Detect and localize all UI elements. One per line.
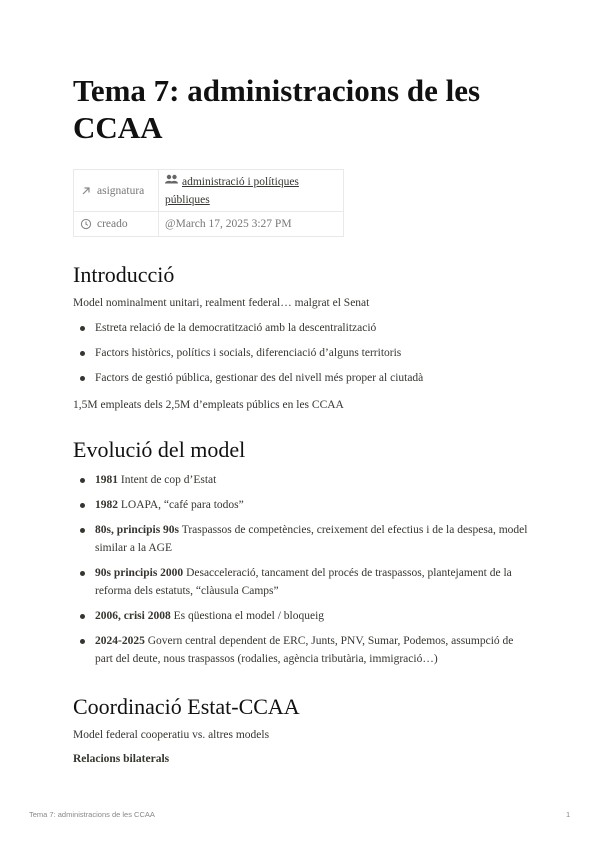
intro-tail: 1,5M empleats dels 2,5M d’empleats públics en les CCAA [73,399,344,411]
heading-introduccio: Introducció [73,262,175,287]
property-row-created [74,212,344,237]
list-item: Estreta relació de la democratització amb la descentralització [73,319,528,337]
bullet-dot [80,503,85,508]
heading-coordinacio: Coordinació Estat-CCAA [73,694,300,719]
bullet-dot [80,639,85,644]
footer-doc-title: Tema 7: administracions de les CCAA [29,810,155,819]
bullet-dot [80,528,85,533]
bullet-dot [80,571,85,576]
page-title: Tema 7: administracions de les CCAA [73,73,481,145]
list-item: 2006, crisi 2008 Es qüestiona el model / bloqueig [73,607,528,625]
list-item: Factors de gestió pública, gestionar des del nivell més proper al ciutadà [73,369,528,387]
bullet-dot [80,351,85,356]
list-item: 80s, principis 90s Traspassos de competències, creixement del efectius i de la despesa, model similar a la AGE [73,521,528,557]
bullet-dot [80,614,85,619]
bullet-dot [80,326,85,331]
intro-bullet-list [73,319,528,387]
list-item: 1982 LOAPA, “café para todos” [73,496,528,514]
bullet-dot [80,478,85,483]
list-item: Factors històrics, polítics i socials, diferenciació d’alguns territoris [73,344,528,362]
subject-link[interactable]: administració i polítiques públiques [165,176,299,206]
list-item: 1981 Intent de cop d’Estat [73,471,528,489]
property-row-subject [74,170,344,212]
created-date: @March 17, 2025 3:27 PM [165,218,292,230]
intro-lead: Model nominalment unitari, realment federal… malgrat el Senat [73,297,370,309]
footer-page-number: 1 [566,810,571,819]
list-item: 2024-2025 Govern central dependent de ERC, Junts, PNV, Sumar, Podemos, assumpció de part del deute, nous traspassos (rodalies, agència tributària, immigració…) [73,632,528,668]
list-item: 90s principis 2000 Desacceleració, tancament del procés de traspassos, plantejament de la reforma dels estatuts, “clàusula Camps” [73,564,528,600]
properties-table [73,169,344,237]
property-label-subject: asignatura [97,184,145,197]
evolution-bullet-list [73,471,528,668]
coordination-lead: Model federal cooperatiu vs. altres models [73,729,270,741]
people-icon [165,172,178,182]
subheading-relacions-bilaterals: Relacions bilaterals [73,753,170,765]
clock-icon [80,218,92,230]
heading-evolucio: Evolució del model [73,437,246,462]
arrow-up-right-icon [80,185,92,197]
property-label-created: creado [97,218,128,230]
bullet-dot [80,376,85,381]
